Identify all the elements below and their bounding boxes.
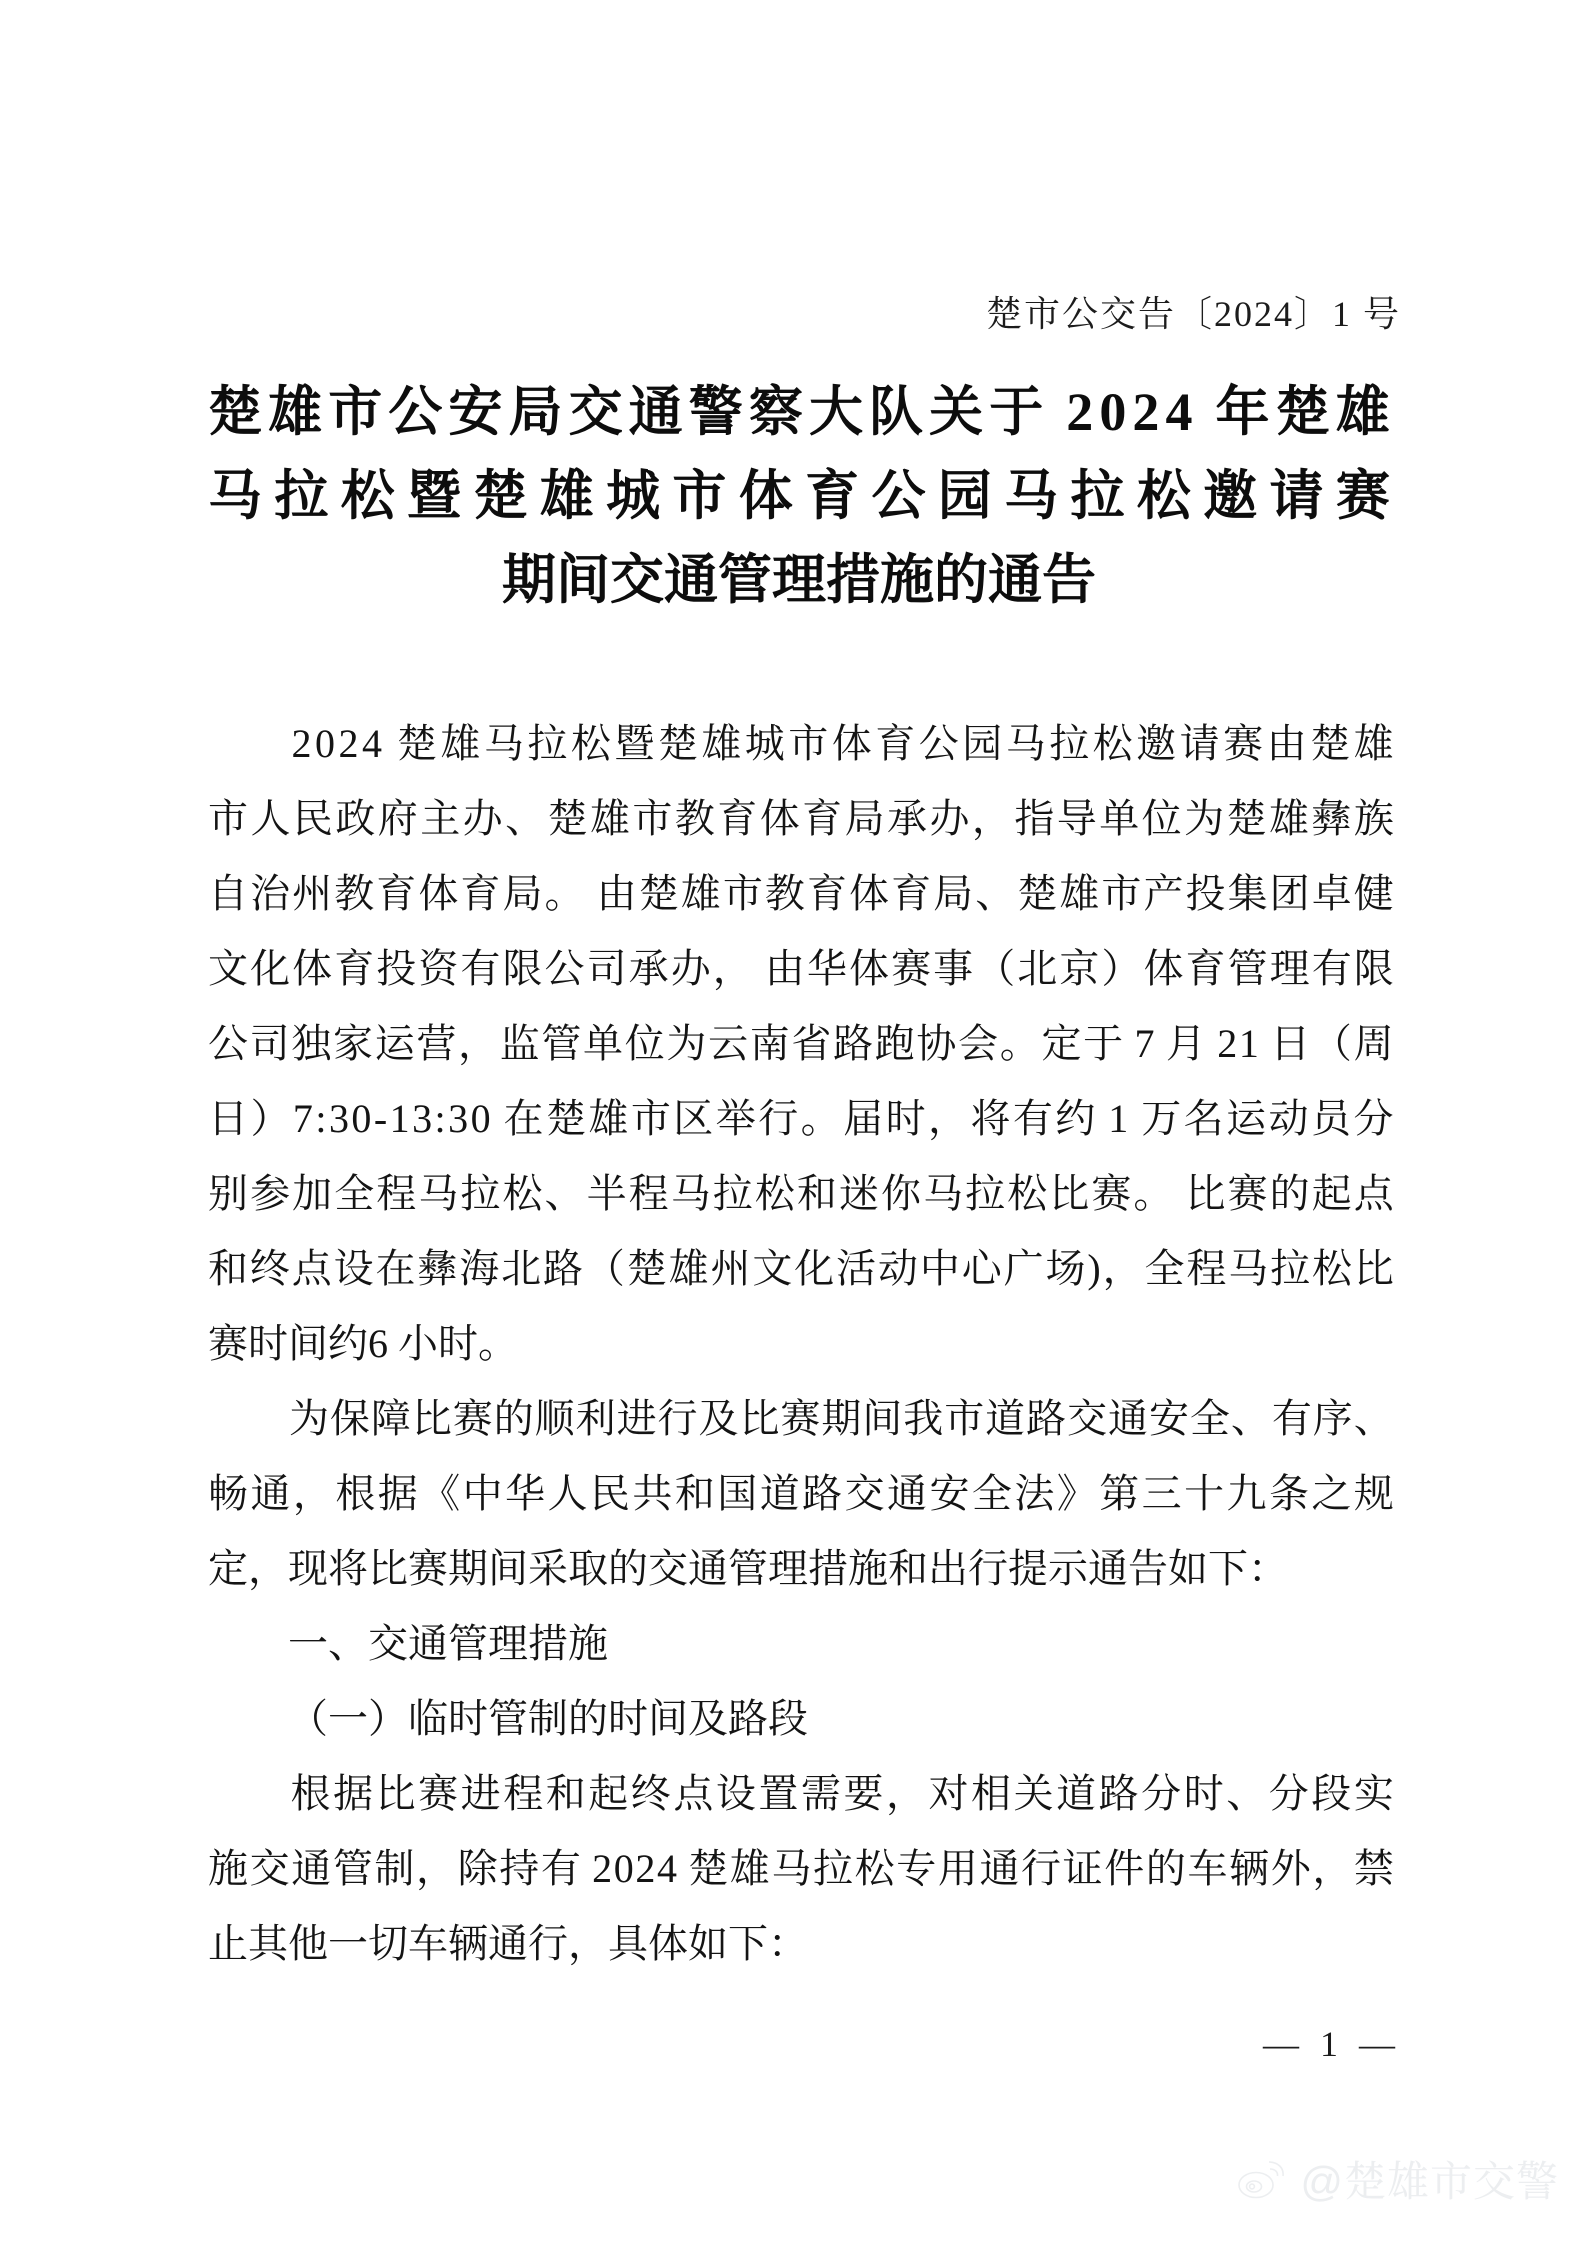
body-line: 自 治 州 教 育 体 育 局 。 由 楚 雄 市 教 育 体 育 局 、 楚 雄 市 产 投 集 团 卓 健 bbox=[208, 871, 1394, 916]
body-line: 赛时间约6 小时。 bbox=[208, 1321, 518, 1366]
body-line: 定，现将比赛期间采取的交通管理措施和出行提示通告如下： bbox=[208, 1546, 1288, 1591]
document-title bbox=[208, 370, 1390, 622]
document-body bbox=[208, 706, 1394, 1981]
body-line: 为 保 障 比 赛 的 顺 利 进 行 及 比 赛 期 间 我 市 道 路 交 通 安 全 、 有 序 、 bbox=[288, 1396, 1394, 1441]
body-line: 根 据 比 赛 进 程 和 起 终 点 设 置 需 要 ， 对 相 关 道 路 分 时 、 分 段 实 bbox=[290, 1771, 1394, 1816]
watermark-text: @楚雄市交警 bbox=[1300, 2158, 1559, 2205]
body-line: 文 化 体 育 投 资 有 限 公 司 承 办 ， 由 华 体 赛 事 （ 北 京 ） 体 育 管 理 有 限 bbox=[208, 946, 1394, 991]
paragraph-3 bbox=[208, 1756, 1394, 1981]
title-line-1: 楚 雄 市 公 安 局 交 通 警 察 大 队 关 于 2 0 2 4 年 楚 雄 bbox=[208, 382, 1390, 442]
section-1-heading-group bbox=[208, 1606, 1394, 1756]
section-subheading: （一）临时管制的时间及路段 bbox=[288, 1696, 808, 1741]
body-line: 日 ） 7 : 3 0 - 1 3 : 3 0 在 楚 雄 市 区 举 行 。 届 时 ， 将 有 约 1 万 名 运 动 员 分 bbox=[208, 1096, 1394, 1141]
body-line: 止其他一切车辆通行，具体如下： bbox=[208, 1921, 808, 1966]
body-line: 畅 通 ， 根 据 《 中 华 人 民 共 和 国 道 路 交 通 安 全 法 》 第 三 十 九 条 之 规 bbox=[208, 1471, 1394, 1516]
body-line: 2 0 2 4 楚 雄 马 拉 松 暨 楚 雄 城 市 体 育 公 园 马 拉 松 邀 请 赛 由 楚 雄 bbox=[291, 721, 1394, 766]
document-number: 楚市公交告〔2024〕1 号 bbox=[985, 294, 1401, 334]
title-line-3: 期间交通管理措施的通告 bbox=[502, 550, 1096, 610]
body-line: 施 交 通 管 制 ， 除 持 有 2 0 2 4 楚 雄 马 拉 松 专 用 通 行 证 件 的 车 辆 外 ， 禁 bbox=[208, 1846, 1394, 1891]
section-heading: 一、交通管理措施 bbox=[288, 1621, 608, 1666]
paragraph-1 bbox=[208, 706, 1394, 1381]
title-line-2: 马 拉 松 暨 楚 雄 城 市 体 育 公 园 马 拉 松 邀 请 赛 bbox=[208, 466, 1390, 526]
weibo-logo-icon bbox=[1236, 2158, 1288, 2200]
paragraph-2 bbox=[208, 1381, 1394, 1606]
watermark bbox=[1236, 2149, 1559, 2209]
body-line: 和 终 点 设 在 彝 海 北 路 （ 楚 雄 州 文 化 活 动 中 心 广 场 ) ， 全 程 马 拉 松 比 bbox=[208, 1246, 1394, 1291]
body-line: 公 司 独 家 运 营 ， 监 管 单 位 为 云 南 省 路 跑 协 会 。 定 于 7 月 2 1 日 （ 周 bbox=[208, 1021, 1394, 1066]
body-line: 市 人 民 政 府 主 办 、 楚 雄 市 教 育 体 育 局 承 办 ， 指 导 单 位 为 楚 雄 彝 族 bbox=[208, 796, 1394, 841]
page-number: — 1 — bbox=[1263, 2024, 1401, 2064]
body-line: 别 参 加 全 程 马 拉 松 、 半 程 马 拉 松 和 迷 你 马 拉 松 比 赛 。 比 赛 的 起 点 bbox=[208, 1171, 1394, 1216]
